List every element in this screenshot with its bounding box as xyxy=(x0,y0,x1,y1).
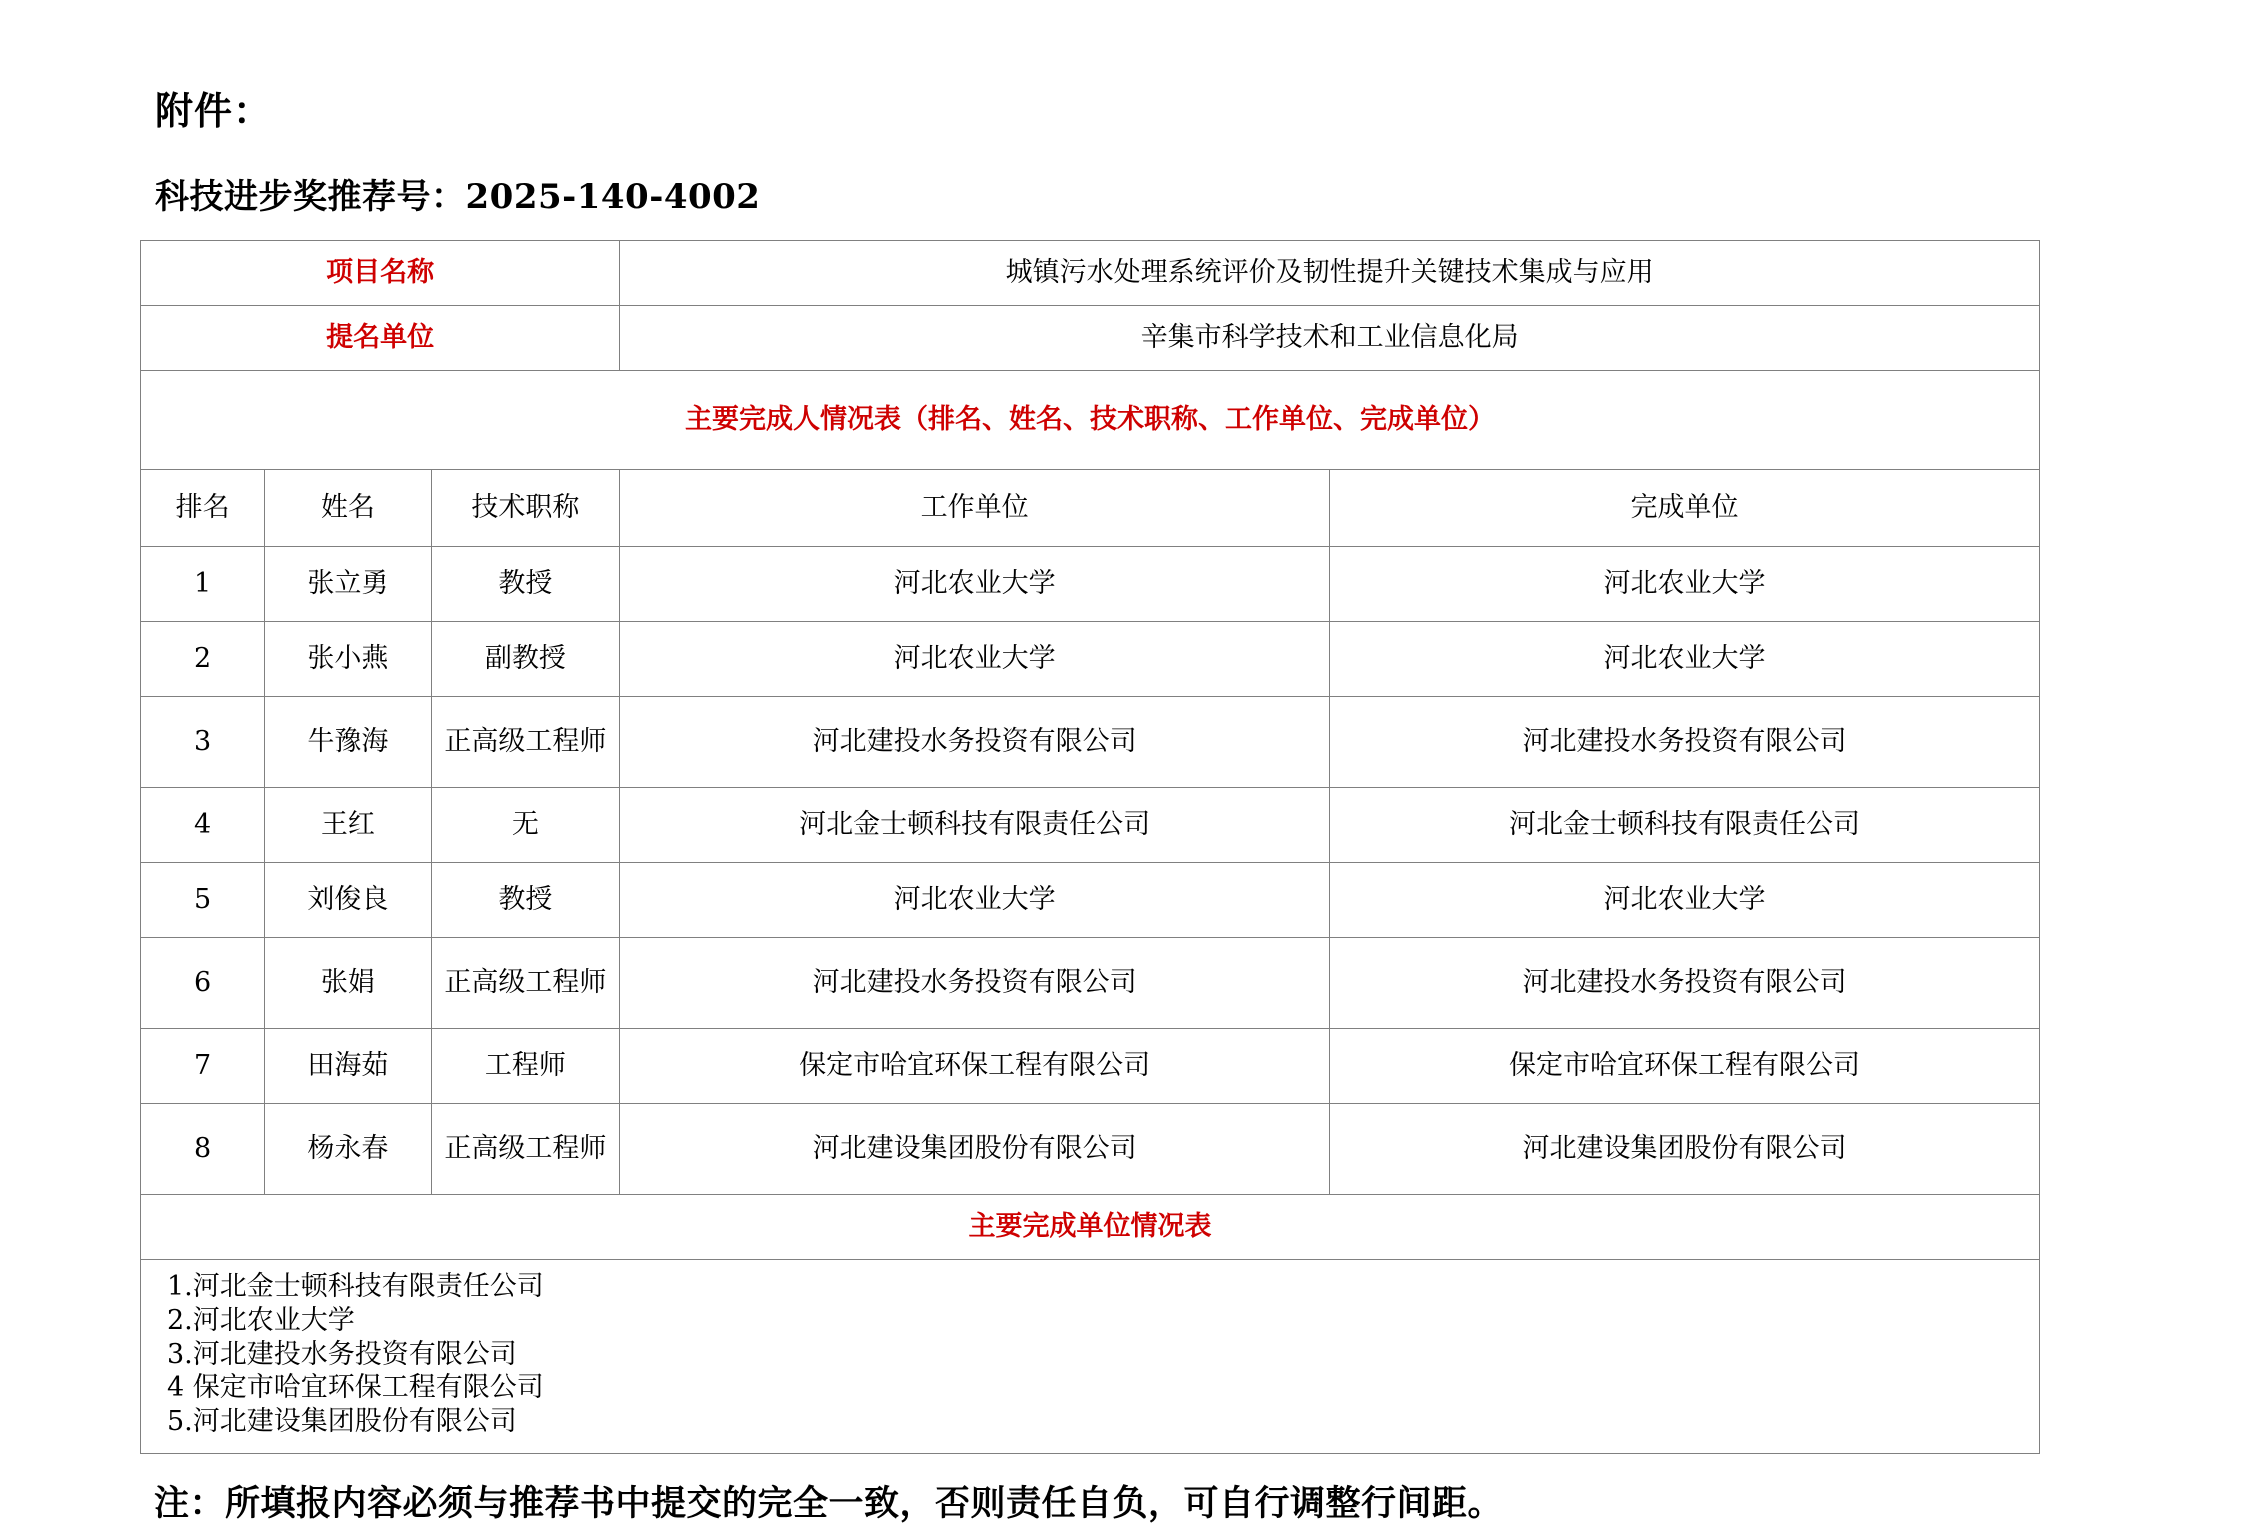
cell-rank: 5 xyxy=(141,863,265,938)
cell-title: 无 xyxy=(431,788,620,863)
cell-done-unit: 河北建设集团股份有限公司 xyxy=(1330,1104,2040,1195)
column-header-title: 技术职称 xyxy=(431,470,620,547)
column-header-work-unit: 工作单位 xyxy=(620,470,1330,547)
cell-done-unit: 河北农业大学 xyxy=(1330,622,2040,697)
cell-work-unit: 河北金士顿科技有限责任公司 xyxy=(620,788,1330,863)
cell-title: 教授 xyxy=(431,547,620,622)
cell-done-unit: 河北金士顿科技有限责任公司 xyxy=(1330,788,2040,863)
cell-name: 刘俊良 xyxy=(265,863,431,938)
cell-done-unit: 河北建投水务投资有限公司 xyxy=(1330,938,2040,1029)
cell-name: 王红 xyxy=(265,788,431,863)
cell-rank: 2 xyxy=(141,622,265,697)
units-list xyxy=(141,1260,2040,1454)
cell-rank: 8 xyxy=(141,1104,265,1195)
cell-done-unit: 河北农业大学 xyxy=(1330,863,2040,938)
list-item: 2.河北农业大学 xyxy=(167,1304,355,1336)
cell-work-unit: 河北建投水务投资有限公司 xyxy=(620,697,1330,788)
cell-rank: 4 xyxy=(141,788,265,863)
project-name-value: 城镇污水处理系统评价及韧性提升关键技术集成与应用 xyxy=(620,241,2040,306)
table-row xyxy=(141,697,2040,788)
cell-name: 杨永春 xyxy=(265,1104,431,1195)
cell-work-unit: 河北农业大学 xyxy=(620,622,1330,697)
list-item: 5.河北建设集团股份有限公司 xyxy=(167,1406,517,1437)
cell-work-unit: 河北农业大学 xyxy=(620,863,1330,938)
cell-work-unit: 河北建投水务投资有限公司 xyxy=(620,938,1330,1029)
cell-rank: 6 xyxy=(141,938,265,1029)
column-header-rank: 排名 xyxy=(141,470,265,547)
list-item: 4 保定市哈宜环保工程有限公司 xyxy=(167,1372,544,1404)
table-row xyxy=(141,1195,2040,1260)
cell-done-unit: 保定市哈宜环保工程有限公司 xyxy=(1330,1029,2040,1104)
cell-work-unit: 河北农业大学 xyxy=(620,547,1330,622)
column-header-done-unit: 完成单位 xyxy=(1330,470,2040,547)
cell-name: 牛豫海 xyxy=(265,697,431,788)
cell-title: 教授 xyxy=(431,863,620,938)
table-row xyxy=(141,306,2040,371)
cell-work-unit: 河北建设集团股份有限公司 xyxy=(620,1104,1330,1195)
table-row xyxy=(141,547,2040,622)
cell-title: 正高级工程师 xyxy=(431,697,620,788)
cell-title: 正高级工程师 xyxy=(431,1104,620,1195)
table-row xyxy=(141,622,2040,697)
cell-rank: 1 xyxy=(141,547,265,622)
cell-done-unit: 河北农业大学 xyxy=(1330,547,2040,622)
table-header-row xyxy=(141,470,2040,547)
list-item: 1.河北金士顿科技有限责任公司 xyxy=(167,1271,544,1302)
cell-title: 正高级工程师 xyxy=(431,938,620,1029)
cell-title: 副教授 xyxy=(431,622,620,697)
cell-title: 工程师 xyxy=(431,1029,620,1104)
recommendation-number: 科技进步奖推荐号：2025-140-4002 xyxy=(155,177,761,217)
nominating-unit-label: 提名单位 xyxy=(141,306,620,371)
attachment-label: 附件： xyxy=(155,88,273,133)
cell-name: 张娟 xyxy=(265,938,431,1029)
cell-rank: 3 xyxy=(141,697,265,788)
table-row xyxy=(141,938,2040,1029)
list-item: 3.河北建投水务投资有限公司 xyxy=(167,1338,517,1370)
table-row xyxy=(141,1260,2040,1454)
cell-work-unit: 保定市哈宜环保工程有限公司 xyxy=(620,1029,1330,1104)
nominating-unit-value: 辛集市科学技术和工业信息化局 xyxy=(620,306,2040,371)
cell-name: 张立勇 xyxy=(265,547,431,622)
table-row xyxy=(141,788,2040,863)
table-row xyxy=(141,863,2040,938)
table-row xyxy=(141,371,2040,470)
award-info-table xyxy=(140,240,2040,1454)
cell-done-unit: 河北建投水务投资有限公司 xyxy=(1330,697,2040,788)
cell-name: 张小燕 xyxy=(265,622,431,697)
table-row xyxy=(141,1104,2040,1195)
column-header-name: 姓名 xyxy=(265,470,431,547)
table-row xyxy=(141,241,2040,306)
cell-rank: 7 xyxy=(141,1029,265,1104)
cell-name: 田海茹 xyxy=(265,1029,431,1104)
table-row xyxy=(141,1029,2040,1104)
project-name-label: 项目名称 xyxy=(141,241,620,306)
units-section-title: 主要完成单位情况表 xyxy=(141,1195,2040,1260)
footer-note: 注：所填报内容必须与推荐书中提交的完全一致，否则责任自负，可自行调整行间距。 xyxy=(154,1482,1504,1524)
people-section-title: 主要完成人情况表（排名、姓名、技术职称、工作单位、完成单位） xyxy=(141,371,2040,470)
